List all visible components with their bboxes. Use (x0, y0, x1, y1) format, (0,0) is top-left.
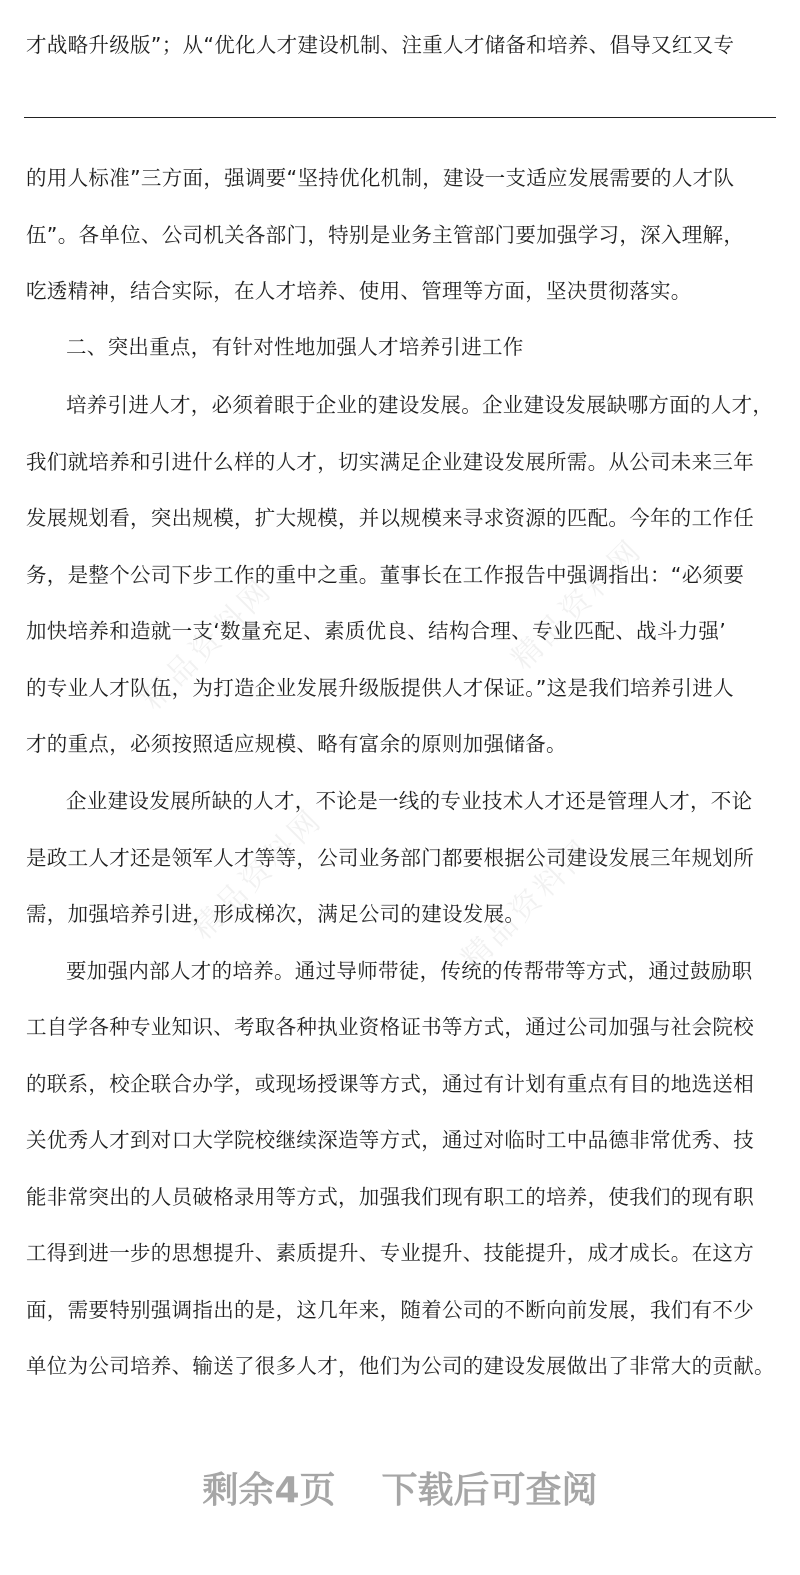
watermark: 精品资料网 (184, 801, 330, 947)
paragraph-line: 吃透精神，结合实际，在人才培养、使用、管理等方面，坚决贯彻落实。 (26, 279, 692, 303)
paragraph-line: 伍”。各单位、公司机关各部门，特别是业务主管部门要加强学习，深入理解， (26, 223, 745, 247)
paragraph-line: 才战略升级版”；从“优化人才建设机制、注重人才储备和培养、倡导又红又专 (26, 33, 735, 57)
paragraph-line: 的联系，校企联合办学，或现场授课等方式，通过有计划有重点有目的地选送相 (26, 1072, 754, 1096)
paragraph-line: 工自学各种专业知识、考取各种执业资格证书等方式，通过公司加强与社会院校 (26, 1015, 754, 1039)
paragraph-line: 单位为公司培养、输送了很多人才，他们为公司的建设发展做出了非常大的贡献。 (26, 1354, 775, 1378)
paragraph-line: 需，加强培养引进，形成梯次，满足公司的建设发展。 (26, 902, 526, 926)
paragraph-line: 的用人标准”三方面，强调要“坚持优化机制，建设一支适应发展需要的人才队 (26, 166, 735, 190)
paragraph-line: 发展规划看，突出规模，扩大规模，并以规模来寻求资源的匹配。今年的工作任 (26, 506, 754, 530)
paragraph-line: 我们就培养和引进什么样的人才，切实满足企业建设发展所需。从公司未来三年 (26, 450, 754, 474)
paragraph-line: 企业建设发展所缺的人才，不论是一线的专业技术人才还是管理人才，不论 (66, 789, 753, 813)
paragraph-line: 能非常突出的人员破格录用等方式，加强我们现有职工的培养，使我们的现有职 (26, 1185, 754, 1209)
paragraph-line: 的专业人才队伍，为打造企业发展升级版提供人才保证。”这是我们培养引进人 (26, 676, 734, 700)
paragraph-line: 关优秀人才到对口大学院校继续深造等方式，通过对临时工中品德非常优秀、技 (26, 1128, 754, 1152)
remaining-pages-text: 剩余4页 (202, 1470, 336, 1511)
paragraph-line: 加快培养和造就一支‘数量充足、素质优良、结构合理、专业匹配、战斗力强’ (26, 619, 727, 643)
download-prompt[interactable] (0, 1463, 800, 1519)
paragraph-line: 面，需要特别强调指出的是，这几年来，随着公司的不断向前发展，我们有不少 (26, 1298, 754, 1322)
paragraph-line: 才的重点，必须按照适应规模、略有富余的原则加强储备。 (26, 732, 567, 756)
watermark: 精品资料网 (134, 571, 280, 717)
section-heading: 二、突出重点，有针对性地加强人才培养引进工作 (66, 335, 524, 359)
watermark: 精品资料网 (454, 831, 600, 977)
paragraph-line: 培养引进人才，必须着眼于企业的建设发展。企业建设发展缺哪方面的人才， (66, 393, 774, 417)
divider-line (24, 117, 776, 118)
watermark: 精品资料网 (504, 531, 650, 677)
download-to-view-text: 下载后可查阅 (381, 1470, 598, 1511)
paragraph-line: 工得到进一步的思想提升、素质提升、专业提升、技能提升，成才成长。在这方 (26, 1241, 754, 1265)
paragraph-line: 务，是整个公司下步工作的重中之重。董事长在工作报告中强调指出：“必须要 (26, 563, 745, 587)
paragraph-line: 是政工人才还是领军人才等等，公司业务部门都要根据公司建设发展三年规划所 (26, 846, 754, 870)
paragraph-line: 要加强内部人才的培养。通过导师带徒，传统的传帮带等方式，通过鼓励职 (66, 959, 753, 983)
